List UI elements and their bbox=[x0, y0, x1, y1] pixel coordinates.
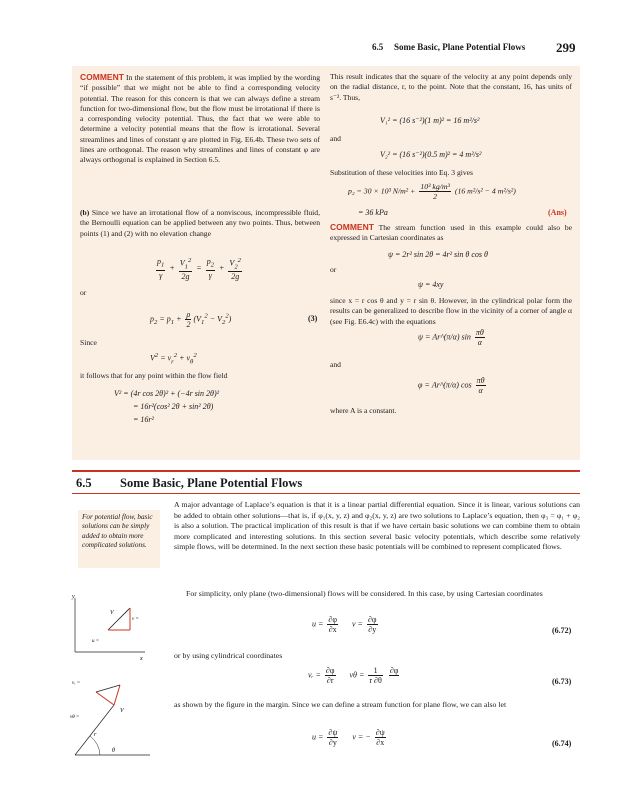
right-intro: This result indicates that the square of the velocity at any point depends only on the radial distance, r, to the point. Note that the constant, 16, has units of s⁻². Thus, bbox=[330, 72, 572, 102]
substitution-text: Substitution of these velocities into Eq. 3 gives bbox=[330, 168, 474, 177]
phi-general-lhs: φ = Ar^(π/α) cos bbox=[418, 380, 472, 390]
psi-general bbox=[418, 328, 487, 347]
vr-vector bbox=[114, 685, 120, 705]
dphi-1: ∂φ bbox=[328, 615, 337, 624]
v-eq-neg-lhs: v = − bbox=[352, 732, 371, 742]
left-comment bbox=[80, 72, 320, 166]
vt-eq-lhs: vθ = bbox=[349, 670, 365, 680]
p2-num: 10³ kg/m³ bbox=[420, 182, 450, 191]
or-text-2: or bbox=[330, 265, 337, 274]
y-axis-label: y bbox=[72, 594, 75, 600]
v-eq-lhs: v = bbox=[351, 619, 363, 629]
polar-velocity-vector bbox=[96, 685, 120, 692]
theta-label: θ bbox=[112, 748, 115, 754]
eq-6-73-label: (6.73) bbox=[552, 677, 572, 686]
u-label: u = bbox=[92, 639, 100, 644]
section-rule-top bbox=[72, 470, 580, 472]
right-comment-text: The stream function used in this example could also be expressed in Cartesian coordinates as bbox=[330, 223, 572, 243]
equation-6-72 bbox=[312, 615, 380, 634]
part-b bbox=[80, 208, 320, 239]
velocity-components: $V^2 = v_r^2 + v_\theta^2$ bbox=[150, 352, 197, 366]
dphi-3: ∂φ bbox=[325, 666, 335, 675]
paragraph-2: For simplicity, only plane (two-dimensional) flows will be considered. In this case, by using Cartesian coordinates bbox=[186, 589, 543, 598]
section-number: 6.5 bbox=[76, 476, 92, 490]
header-title: Some Basic, Plane Potential Flows bbox=[394, 42, 526, 52]
psi-cartesian: ψ = 4xy bbox=[418, 280, 444, 289]
follows-text: it follows that for any point within the flow field bbox=[80, 371, 228, 380]
eq-6-72-label: (6.72) bbox=[552, 626, 572, 635]
or-cylindrical-text: or by using cylindrical coordinates bbox=[174, 651, 283, 660]
or-text-1: or bbox=[80, 288, 87, 297]
comment-label: COMMENT bbox=[80, 72, 124, 82]
and-text-1: and bbox=[330, 134, 341, 143]
psi-general-lhs: ψ = Ar^(π/α) sin bbox=[418, 332, 471, 342]
pressure-equation: $p_2 = p_1$ + $\frac{\rho}{2}$ $(V_1^2 - V_2^2)$ bbox=[150, 310, 232, 329]
dr-1: ∂r bbox=[326, 676, 334, 685]
p2-result: = 36 kPa bbox=[358, 208, 388, 217]
v2-line-1: V² = (4r cos 2θ)² + (−4r sin 2θ)² bbox=[114, 389, 220, 398]
vr-eq-lhs: vᵣ = bbox=[308, 670, 321, 680]
dphi-2: ∂φ bbox=[367, 615, 377, 624]
section-title: Some Basic, Plane Potential Flows bbox=[120, 476, 303, 490]
vr-label: vᵣ = bbox=[72, 681, 81, 686]
and-text-2: and bbox=[330, 360, 341, 369]
p2-right: (16 m²/s² − 4 m²/s²) bbox=[454, 186, 516, 196]
cylindrical-text: since x = r cos θ and y = r sin θ. However, in the cylindrical polar form the results can be generalized to describe flow in the vicinity of a corner of angle α (see Fig. E6.4c) with the equations bbox=[330, 296, 572, 326]
polar-V-label: V bbox=[120, 708, 124, 714]
left-comment-text: In the statement of this problem, it was implied by the wording “if possible” that we might not be able to find a corresponding velocity potential. The reason for this concern is that we can always define a stream function for two-dimensional flow, but the flow must be irrotational if there is a corresponding velocity potential. Thus, the fact that we were able to determine a velocity potential means that the flow is irrotational. Several streamlines and lines of constant φ are plotted in Fig. E6.4b. These two sets of lines are orthogonal. The reason why streamlines and lines of constant φ are always orthogonal is explained in Section 6.5. bbox=[80, 73, 320, 165]
dy-1: ∂y bbox=[368, 625, 377, 634]
u-eq-lhs: u = bbox=[312, 619, 324, 629]
dpsi-2: ∂ψ bbox=[375, 728, 385, 737]
v-label: v = bbox=[132, 617, 139, 622]
dphi-4: ∂φ bbox=[389, 666, 399, 675]
theta-arc bbox=[90, 736, 100, 755]
x-axis-label: x bbox=[140, 656, 143, 662]
velocity-components-figure bbox=[70, 590, 165, 760]
phi-frac-den: α bbox=[478, 386, 483, 395]
u-eq-lhs-2: u = bbox=[312, 732, 324, 742]
eq-3-label: (3) bbox=[308, 314, 318, 323]
v2-line-2: = 16r²(cos² 2θ + sin² 2θ) bbox=[133, 402, 214, 411]
V-label: V bbox=[110, 610, 114, 616]
equation-6-74 bbox=[312, 728, 388, 747]
margin-note: For potential flow, basic solutions can be simply added to obtain more complicated solutions. bbox=[78, 510, 160, 568]
dx-1: ∂x bbox=[328, 625, 337, 634]
paragraph-1: A major advantage of Laplace’s equation is that it is a linear partial differential equation. Since it is linear, various solutions can be added to obtain other solutions—that is, if φ₁(x, y, z) and φ₂(x, y, z) are two solutions to Laplace’s equation, then φ₃ = φ₁ + φ₂ is also a solution. The practical implication of this result is that if we have certain basic solutions we can combine them to obtain more complicated and interesting solutions. In this section several basic velocity potentials, which describe some relatively simple flows, will be determined. In the next section these basic potentials will be combined to represent complicated flows. bbox=[174, 500, 580, 551]
radius-line bbox=[75, 705, 114, 755]
paragraph-3: as shown by the figure in the margin. Since we can define a stream function for plane flow, we can also let bbox=[174, 700, 507, 709]
p2-left: p₂ = 30 × 10³ N/m² + bbox=[348, 186, 416, 196]
r-dtheta-1: r ∂θ bbox=[369, 676, 382, 685]
vtheta-vector bbox=[96, 692, 114, 705]
page-number: 299 bbox=[556, 40, 576, 55]
vtheta-label: vθ = bbox=[70, 715, 80, 720]
right-comment bbox=[330, 222, 572, 244]
psi-polar: ψ = 2r² sin 2θ = 4r² sin θ cos θ bbox=[388, 250, 488, 259]
psi-frac-num: πθ bbox=[475, 328, 484, 337]
since-text: Since bbox=[80, 338, 97, 347]
r-label: r bbox=[94, 732, 97, 738]
part-b-text: Since we have an irrotational flow of a nonviscous, incompressible fluid, the Bernoulli equation can be applied between any two points. Thus, between points (1) and (2) with no elevation change bbox=[80, 208, 320, 238]
answer-label: (Ans) bbox=[548, 208, 567, 217]
p2-equation bbox=[348, 182, 516, 201]
one-num: 1 bbox=[368, 666, 382, 676]
p2-den: 2 bbox=[433, 192, 438, 201]
comment-label-2: COMMENT bbox=[330, 222, 374, 232]
where-text: where A is a constant. bbox=[330, 406, 397, 415]
phi-general bbox=[418, 376, 488, 395]
v1-numeric: V₁² = (16 s⁻²)(1 m)² = 16 m²/s² bbox=[380, 116, 480, 125]
equation-6-73 bbox=[308, 666, 401, 685]
header-section-number: 6.5 bbox=[372, 42, 384, 52]
v2-line-3: = 16r² bbox=[133, 415, 154, 424]
part-b-label: (b) bbox=[80, 208, 90, 217]
dx-2: ∂x bbox=[376, 738, 385, 747]
psi-frac-den: α bbox=[477, 338, 482, 347]
v2-numeric: V₂² = (16 s⁻²)(0.5 m)² = 4 m²/s² bbox=[380, 150, 482, 159]
eq-6-74-label: (6.74) bbox=[552, 739, 572, 748]
dy-2: ∂y bbox=[328, 738, 337, 747]
section-rule-bottom bbox=[72, 493, 580, 494]
phi-frac-num: πθ bbox=[476, 376, 485, 385]
bernoulli-equation: $\frac{p_1}{\gamma}$ + $\frac{V_1^2}{2g}$ = $\frac{p_2}{\gamma}$ + $\frac{V_2^2}{2g}$ bbox=[157, 257, 241, 282]
dpsi-1: ∂ψ bbox=[328, 728, 338, 737]
